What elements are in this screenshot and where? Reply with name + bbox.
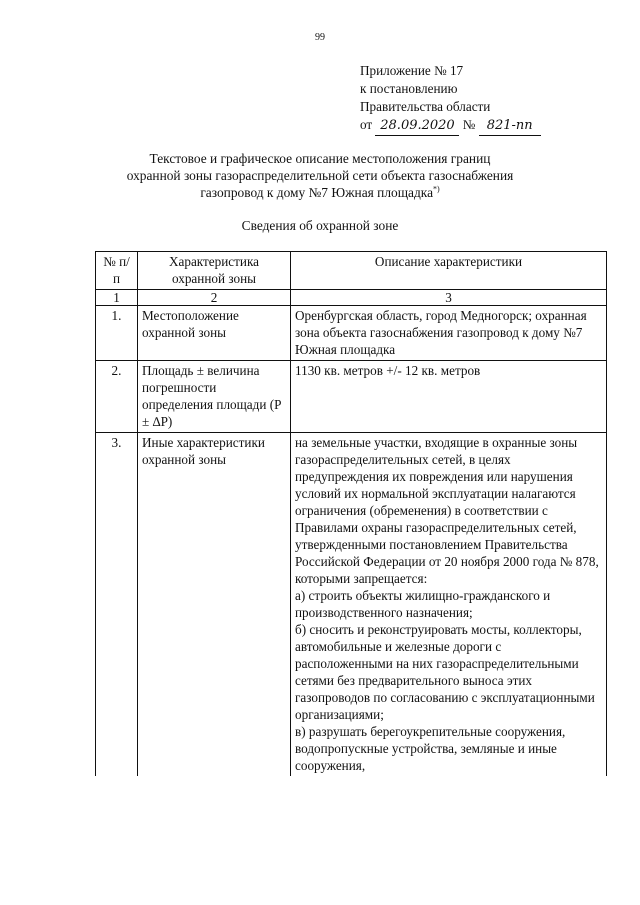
header-description: Описание характеристики — [291, 252, 607, 290]
appendix-date-line — [360, 116, 541, 136]
column-number: 3 — [291, 290, 607, 306]
row-description — [291, 306, 607, 361]
row-number: 3. — [96, 433, 138, 777]
handwritten-number: 821-пп — [479, 117, 541, 136]
column-number: 2 — [138, 290, 291, 306]
handwritten-date: 28.09.2020 — [375, 117, 459, 136]
title-line-1: Текстовое и графическое описание местоположения границ — [149, 151, 491, 166]
description-paragraph: 1130 кв. метров +/- 12 кв. метров — [295, 363, 481, 378]
table-row — [96, 306, 607, 361]
appendix-line-2: к постановлению — [360, 81, 458, 96]
title-line-3-text: газопровод к дому №7 Южная площадка — [200, 185, 434, 200]
protection-zone-table — [95, 251, 607, 776]
title-line-2: охранной зоны газораспределительной сети объекта газоснабжения — [126, 168, 514, 183]
description-paragraph: в) разрушать берегоукрепительные сооружения, водопропускные устройства, земляные и иные сооружения, — [295, 724, 566, 773]
document-title — [0, 150, 640, 201]
row-characteristic: Местоположение охранной зоны — [138, 306, 291, 361]
table-row — [96, 433, 607, 777]
description-paragraph: Оренбургская область, город Медногорск; охранная зона объекта газоснабжения газопровод к дому №7 Южная площадка — [295, 308, 587, 357]
footnote-mark: *) — [433, 184, 440, 194]
appendix-from-prefix: от — [360, 117, 373, 132]
row-characteristic: Площадь ± величина погрешности определения площади (Р ± ∆Р) — [138, 361, 291, 433]
appendix-line-3: Правительства области — [360, 99, 491, 114]
section-subtitle: Сведения об охранной зоне — [241, 218, 399, 233]
number-sign: № — [462, 117, 476, 132]
appendix-block — [360, 62, 541, 136]
column-number: 1 — [96, 290, 138, 306]
page-number: 99 — [315, 32, 325, 43]
row-characteristic: Иные характеристики охранной зоны — [138, 433, 291, 777]
title-line-3 — [0, 184, 640, 201]
row-number: 1. — [96, 306, 138, 361]
description-paragraph: на земельные участки, входящие в охранные зоны газораспределительных сетей, в целях предупреждения их повреждения или нарушения условий их нормальной эксплуатации налагаются ограничения (обременения) в соответствии с Правилами охраны газораспределительных сетей, утвержденными постановлением Правительства Российской Федерации от 20 ноября 2000 года № 878, которыми запрещается: — [295, 435, 599, 586]
header-characteristic: Характеристика охранной зоны — [138, 252, 291, 290]
table-row — [96, 361, 607, 433]
row-description — [291, 361, 607, 433]
header-number: № п/п — [96, 252, 138, 290]
description-paragraph: б) сносить и реконструировать мосты, коллекторы, автомобильные и железные дороги с расположенными на них газораспределительными сетями без предварительного выноса этих газопроводов по согласованию с эксплуатационными организациями; — [295, 622, 595, 722]
row-description — [291, 433, 607, 777]
table-header-row — [96, 252, 607, 290]
column-number-row — [96, 290, 607, 306]
appendix-line-1: Приложение № 17 — [360, 63, 464, 78]
row-number: 2. — [96, 361, 138, 433]
description-paragraph: а) строить объекты жилищно-гражданского и производственного назначения; — [295, 588, 551, 620]
